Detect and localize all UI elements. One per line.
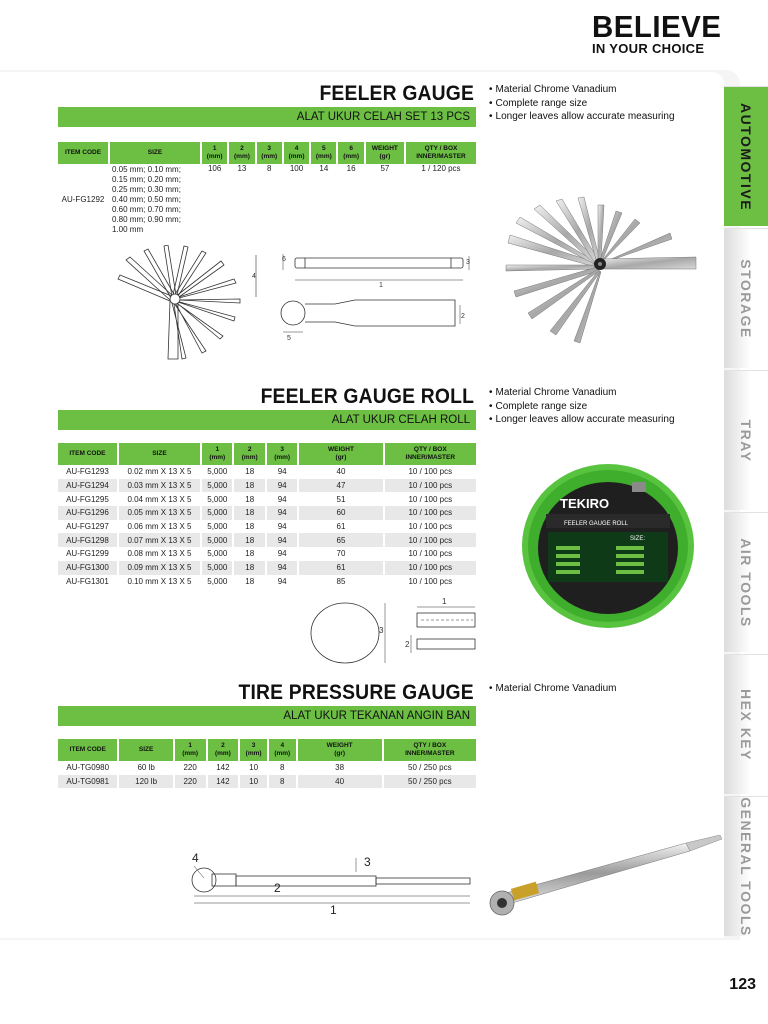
column-header: 2 (mm): [229, 142, 254, 164]
table-cell: 10 / 100 pcs: [385, 533, 476, 547]
table-row: [58, 506, 476, 520]
product-brand-label: TEKIRO: [560, 496, 610, 511]
table-cell: 0.06 mm X 13 X 5: [127, 522, 192, 532]
feature-item: • Complete range size: [489, 400, 675, 414]
section-subtitle-feeler-gauge-roll: ALAT UKUR CELAH ROLL: [58, 410, 476, 430]
tab-hex-key[interactable]: [724, 654, 768, 794]
table-row: [58, 775, 476, 789]
feature-item: • Material Chrome Vanadium: [489, 682, 617, 696]
table-cell: 18: [245, 467, 255, 477]
item-code: AU-FG1292: [61, 195, 105, 204]
product-name-label: FEELER GAUGE ROLL: [564, 521, 629, 527]
table-cell: 10 / 100 pcs: [408, 576, 453, 586]
column-header: 6 (mm): [338, 142, 363, 164]
table-cell: 10 / 100 pcs: [408, 494, 453, 504]
dimension-5: 14: [319, 164, 329, 173]
table-cell: 5,000: [202, 533, 232, 547]
dimension-label: 4: [192, 851, 199, 865]
table-cell: 61: [299, 561, 382, 575]
dimension-2: 13: [237, 164, 247, 173]
column-header: QTY / BOX INNER/MASTER: [406, 142, 476, 164]
dimension-4: 100: [289, 164, 304, 173]
table-cell: 94: [277, 549, 287, 559]
dimension-3: 8: [267, 164, 272, 173]
dimension-label: 1: [442, 597, 447, 606]
dimension-label: 5: [287, 335, 291, 342]
tab-tray[interactable]: [724, 370, 768, 510]
table-cell: 60 lb: [137, 763, 155, 773]
tire-pressure-gauge-product-image: [486, 835, 722, 925]
item-code: AU-FG1297: [66, 522, 109, 532]
table-cell: 5,000: [207, 549, 228, 559]
table-cell: 18: [245, 549, 255, 559]
feeler-gauge-dimension-diagram: [275, 250, 475, 345]
item-code: AU-FG1296: [58, 506, 117, 520]
dimension-label: 1: [379, 282, 383, 289]
table-cell: 50 / 250 pcs: [408, 763, 452, 773]
column-header: SIZE: [110, 142, 200, 164]
table-row: [58, 164, 476, 235]
feature-item: • Longer leaves allow accurate measuring: [489, 110, 675, 124]
section-title-feeler-gauge: FEELER GAUGE: [319, 82, 474, 105]
dimension-label: 3: [466, 259, 470, 266]
table-row: [58, 547, 476, 561]
table-cell: 50 / 250 pcs: [384, 775, 476, 789]
tab-label: HEX KEY: [738, 688, 754, 761]
dimension-1: 106: [207, 164, 222, 173]
table-cell: 220: [175, 775, 206, 789]
column-header: 5 (mm): [311, 142, 336, 164]
table-cell: 40: [298, 775, 382, 789]
column-header: QTY / BOX INNER/MASTER: [385, 443, 476, 465]
tab-label: GENERAL TOOLS: [738, 796, 754, 937]
table-cell: 18: [245, 494, 255, 504]
column-header: 1 (mm): [175, 739, 206, 761]
qty: 1 / 120 pcs: [421, 164, 461, 173]
feature-item: • Longer leaves allow accurate measuring: [489, 413, 675, 427]
table-cell: 18: [234, 533, 264, 547]
table-cell: 94: [267, 533, 297, 547]
tab-storage[interactable]: [724, 228, 768, 368]
table-cell: 85: [336, 576, 346, 586]
table-cell: 18: [234, 479, 264, 493]
table-cell: 0.04 mm X 13 X 5: [127, 494, 192, 504]
table-row: [58, 465, 476, 479]
spec-table-feeler-gauge: [56, 142, 478, 235]
table-cell: 10 / 100 pcs: [408, 467, 453, 477]
table-cell: 40: [336, 467, 346, 477]
table-cell: 120 lb: [119, 775, 172, 789]
feeler-gauge-roll-dimension-diagram: [305, 595, 485, 667]
table-cell: 0.07 mm X 13 X 5: [119, 533, 200, 547]
table-cell: 60: [299, 506, 382, 520]
brand-main-text: BELIEVE: [592, 9, 722, 44]
item-code: AU-FG1299: [66, 549, 109, 559]
table-cell: 10 / 100 pcs: [385, 561, 476, 575]
column-header: 2 (mm): [208, 739, 239, 761]
table-cell: 10 / 100 pcs: [408, 522, 453, 532]
table-cell: 0.03 mm X 13 X 5: [119, 479, 200, 493]
table-cell: 47: [299, 479, 382, 493]
table-cell: 70: [336, 549, 346, 559]
table-cell: 5,000: [207, 467, 228, 477]
table-row: [58, 479, 476, 493]
item-code: AU-FG1294: [58, 479, 117, 493]
section-subtitle-tire-pressure-gauge: ALAT UKUR TEKANAN ANGIN BAN: [58, 706, 476, 726]
table-cell: 220: [183, 763, 197, 773]
table-cell: 8: [280, 763, 285, 773]
table-cell: 10: [240, 775, 267, 789]
dimension-label: 6: [282, 256, 286, 263]
tire-pressure-gauge-dimension-diagram: [176, 850, 476, 920]
table-cell: 65: [299, 533, 382, 547]
table-cell: 18: [245, 522, 255, 532]
table-cell: 10: [249, 763, 259, 773]
tab-label: TRAY: [738, 419, 754, 462]
table-row: [58, 492, 476, 506]
feature-item: • Complete range size: [489, 97, 675, 111]
feeler-gauge-fan-diagram: [112, 245, 262, 365]
column-header: ITEM CODE: [58, 739, 117, 761]
brand-slogan: [592, 9, 722, 56]
table-cell: 142: [208, 775, 239, 789]
dimension-label: 2: [274, 881, 281, 895]
table-row: [58, 761, 476, 775]
column-header: WEIGHT (gr): [366, 142, 404, 164]
table-cell: 94: [267, 479, 297, 493]
table-cell: 38: [335, 763, 345, 773]
column-header: SIZE: [119, 739, 172, 761]
feature-item: • Material Chrome Vanadium: [489, 386, 675, 400]
feature-list-feeler-gauge-roll: [489, 386, 675, 427]
column-header: SIZE: [119, 443, 200, 465]
column-header: 4 (mm): [284, 142, 309, 164]
section-subtitle-feeler-gauge: ALAT UKUR CELAH SET 13 PCS: [58, 107, 476, 127]
column-header: 2 (mm): [234, 443, 264, 465]
table-header-row: [58, 443, 476, 465]
tab-label: AIR TOOLS: [738, 537, 754, 628]
table-cell: 0.10 mm X 13 X 5: [127, 576, 192, 586]
weight: 57: [380, 164, 390, 173]
feature-list-feeler-gauge: [489, 83, 675, 124]
table-cell: 0.09 mm X 13 X 5: [119, 561, 200, 575]
dimension-label: 1: [330, 903, 337, 917]
product-size-label: SIZE:: [630, 536, 646, 542]
table-cell: 94: [277, 494, 287, 504]
table-cell: 61: [336, 522, 346, 532]
item-code: AU-FG1300: [58, 561, 117, 575]
table-cell: 18: [245, 576, 255, 586]
table-cell: 0.02 mm X 13 X 5: [127, 467, 192, 477]
feature-item: • Material Chrome Vanadium: [489, 83, 675, 97]
table-cell: 5,000: [207, 494, 228, 504]
table-cell: 0.05 mm X 13 X 5: [119, 506, 200, 520]
table-cell: 94: [267, 561, 297, 575]
table-row: [58, 575, 476, 589]
dimension-label: 2: [461, 313, 465, 320]
table-cell: 0.08 mm X 13 X 5: [127, 549, 192, 559]
table-cell: 5,000: [202, 561, 232, 575]
table-cell: 51: [336, 494, 346, 504]
table-cell: 10 / 100 pcs: [385, 506, 476, 520]
table-cell: 5,000: [207, 522, 228, 532]
column-header: WEIGHT (gr): [298, 739, 382, 761]
table-cell: 94: [277, 576, 287, 586]
tab-general-tools[interactable]: [724, 796, 768, 936]
item-code: AU-FG1301: [66, 576, 109, 586]
item-code: AU-FG1293: [66, 467, 109, 477]
table-cell: 10 / 100 pcs: [408, 549, 453, 559]
size-list: 0.05 mm; 0.10 mm; 0.15 mm; 0.20 mm; 0.25 mm; 0.30 mm; 0.40 mm; 0.50 mm; 0.60 mm; 0.70 mm; 0.80 mm; 0.90 mm; 1.00 mm: [112, 165, 181, 234]
table-cell: 94: [277, 467, 287, 477]
feeler-gauge-roll-product-image: [520, 462, 696, 630]
tab-label: STORAGE: [738, 258, 754, 339]
section-title-tire-pressure-gauge: TIRE PRESSURE GAUGE: [238, 681, 474, 704]
dimension-label: 4: [252, 273, 256, 280]
page-number: 123: [729, 976, 756, 993]
column-header: 3 (mm): [240, 739, 267, 761]
column-header: WEIGHT (gr): [299, 443, 382, 465]
dimension-label: 2: [405, 640, 410, 649]
column-header: 3 (mm): [267, 443, 297, 465]
table-cell: 8: [269, 775, 296, 789]
spec-table-feeler-gauge-roll: [56, 443, 478, 588]
item-code: AU-TG0980: [66, 763, 110, 773]
table-cell: 18: [234, 561, 264, 575]
table-cell: 5,000: [202, 506, 232, 520]
dimension-6: 16: [346, 164, 356, 173]
table-row: [58, 520, 476, 534]
table-header-row: [58, 142, 476, 164]
column-header: 4 (mm): [269, 739, 296, 761]
table-cell: 18: [234, 506, 264, 520]
table-cell: 94: [277, 522, 287, 532]
feature-list-tire-pressure-gauge: [489, 682, 617, 696]
category-tabs: [724, 86, 768, 938]
column-header: ITEM CODE: [58, 443, 117, 465]
item-code: AU-TG0981: [58, 775, 117, 789]
table-cell: 5,000: [202, 479, 232, 493]
column-header: QTY / BOX INNER/MASTER: [384, 739, 476, 761]
column-header: 1 (mm): [202, 142, 227, 164]
dimension-label: 3: [379, 626, 384, 635]
tab-label: AUTOMOTIVE: [738, 102, 754, 211]
column-header: ITEM CODE: [58, 142, 108, 164]
column-header: 1 (mm): [202, 443, 232, 465]
tab-automotive[interactable]: [724, 86, 768, 226]
table-row: [58, 561, 476, 575]
table-cell: 10 / 100 pcs: [385, 479, 476, 493]
feeler-gauge-product-image: [500, 195, 700, 345]
brand-sub-text: IN YOUR CHOICE: [592, 41, 705, 56]
spec-table-tire-pressure-gauge: [56, 739, 478, 788]
table-row: [58, 533, 476, 547]
table-cell: 5,000: [207, 576, 228, 586]
section-title-feeler-gauge-roll: FEELER GAUGE ROLL: [260, 385, 474, 408]
item-code: AU-FG1298: [58, 533, 117, 547]
table-cell: 94: [267, 506, 297, 520]
table-header-row: [58, 739, 476, 761]
tab-air-tools[interactable]: [724, 512, 768, 652]
table-cell: 142: [216, 763, 230, 773]
dimension-label: 3: [364, 855, 371, 869]
column-header: 3 (mm): [257, 142, 282, 164]
item-code: AU-FG1295: [66, 494, 109, 504]
